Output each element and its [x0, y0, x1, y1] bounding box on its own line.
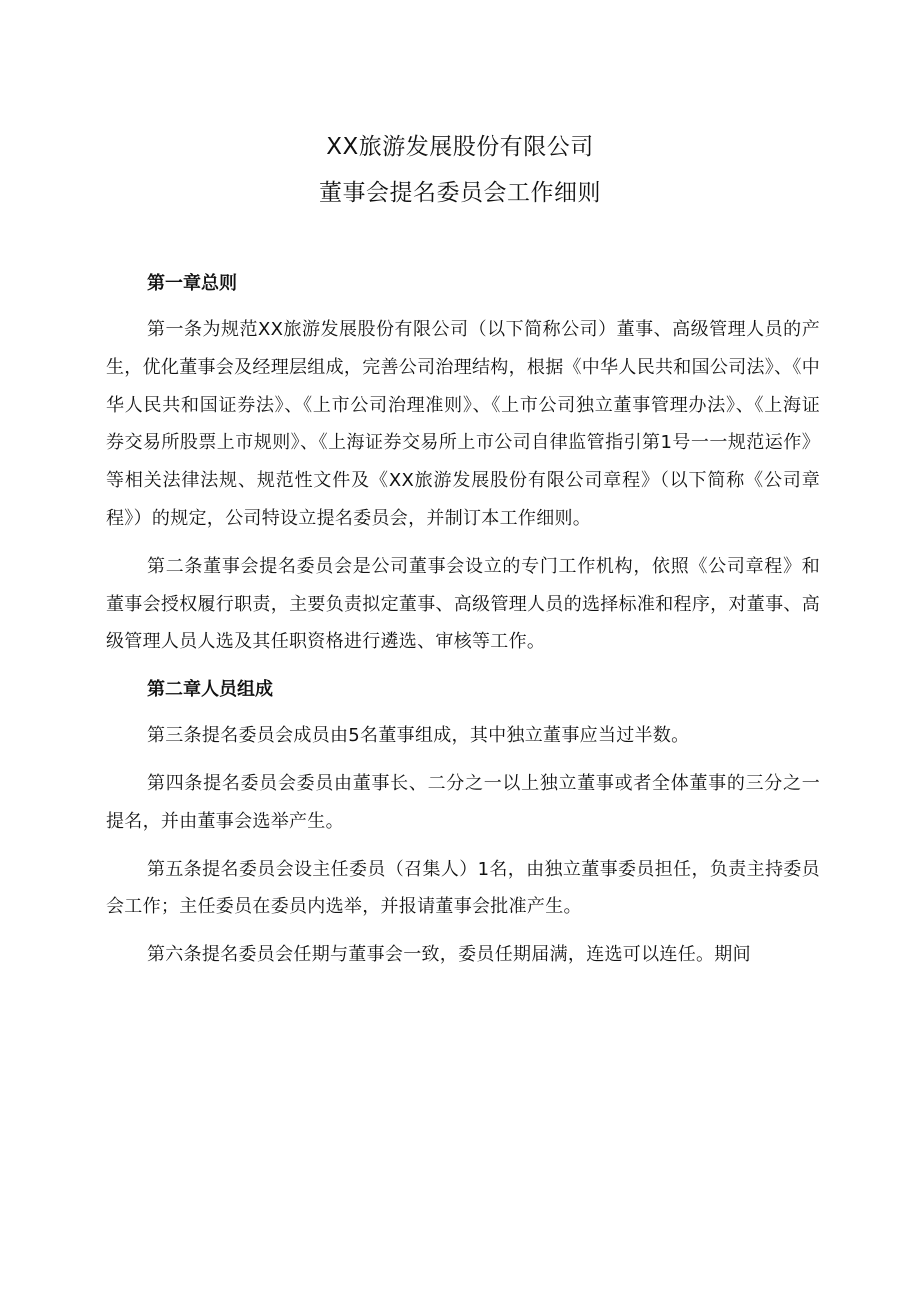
document-title: 董事会提名委员会工作细则 — [319, 180, 601, 206]
article-1: 第一条为规范XX旅游发展股份有限公司（以下简称公司）董事、高级管理人员的产生，优化董事会及经理层组成，完善公司治理结构，根据《中华人民共和国公司法》、《中华人民共和国证券法》、《上市公司治理准则》、《上市公司独立董事管理办法》、《上海证券交易所股票上市规则》、《上海证券交易所上市公司自律监管指引第1号一一规范运作》等相关法律法规、规范性文件及《XX旅游发展股份有限公司章程》（以下简称《公司章程》）的规定，公司特设立提名委员会，并制订本工作细则。 — [106, 319, 820, 529]
article-5: 第五条提名委员会设主任委员（召集人）1名，由独立董事委员担任，负责主持委员会工作；主任委员在委员内选举，并报请董事会批准产生。 — [106, 858, 820, 918]
article-2: 第二条董事会提名委员会是公司董事会设立的专门工作机构，依照《公司章程》和董事会授权履行职责，主要负责拟定董事、高级管理人员的选择标准和程序，对董事、高级管理人员人选及其任职资格进行遴选、审核等工作。 — [106, 555, 820, 653]
article-4: 第四条提名委员会委员由董事长、二分之一以上独立董事或者全体董事的三分之一提名，并由董事会选举产生。 — [106, 772, 820, 832]
chapter-2-heading: 第二章人员组成 — [147, 679, 273, 701]
article-3: 第三条提名委员会成员由5名董事组成，其中独立董事应当过半数。 — [147, 725, 690, 747]
article-6: 第六条提名委员会任期与董事会一致，委员任期届满，连选可以连任。期间 — [147, 944, 751, 966]
chapter-1-heading: 第一章总则 — [147, 273, 237, 294]
company-title: XX旅游发展股份有限公司 — [326, 134, 594, 160]
document-body — [106, 265, 820, 974]
document-title-block — [0, 124, 920, 216]
